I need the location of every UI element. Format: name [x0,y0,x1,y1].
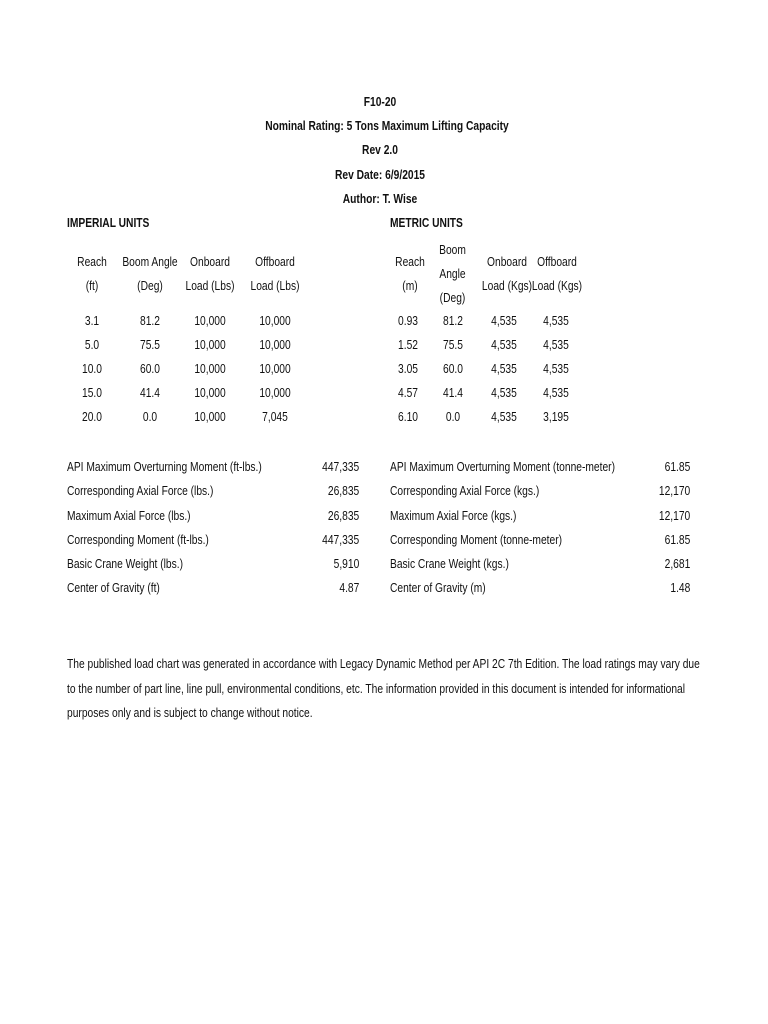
table-cell: 20.0 [82,410,102,424]
property-value: 1.48 [670,581,690,595]
table-cell: 4,535 [491,338,517,352]
table-cell: 15.0 [82,386,102,400]
imperial-header-reach: Reach (ft) [77,255,107,293]
property-value: 4.87 [339,581,359,595]
property-label: Maximum Axial Force (kgs.) [390,509,517,523]
table-cell: 4,535 [491,314,517,328]
property-value: 61.85 [664,533,690,547]
table-cell: 4.57 [398,386,418,400]
table-cell: 4,535 [543,314,569,328]
table-cell: 41.4 [140,386,160,400]
table-cell: 0.93 [398,314,418,328]
property-label: Corresponding Moment (ft-lbs.) [67,533,209,547]
revision-date-line: Rev Date: 6/9/2015 [334,168,426,182]
property-value: 12,170 [658,484,690,498]
table-cell: 10,000 [259,362,291,376]
property-value: 5,910 [333,557,359,571]
imperial-units-heading: IMPERIAL UNITS [67,216,150,230]
table-cell: 4,535 [543,362,569,376]
metric-header-offboard-load: Offboard Load (Kgs) [531,255,583,293]
table-cell: 10,000 [194,314,226,328]
metric-header-reach: Reach (m) [395,255,425,293]
table-cell: 4,535 [491,386,517,400]
imperial-header-boom-angle: Boom Angle (Deg) [122,255,178,293]
table-cell: 3.05 [398,362,418,376]
property-label: Center of Gravity (m) [390,581,486,595]
table-cell: 4,535 [543,386,569,400]
table-cell: 1.52 [398,338,418,352]
author-line: Author: T. Wise [342,192,418,206]
property-label: Corresponding Axial Force (kgs.) [390,484,540,498]
table-cell: 10,000 [194,338,226,352]
property-value: 61.85 [664,460,690,474]
property-label: Corresponding Axial Force (lbs.) [67,484,214,498]
table-cell: 10,000 [259,338,291,352]
table-cell: 41.4 [443,386,463,400]
metric-header-boom-angle: Boom Angle (Deg) [439,243,466,305]
imperial-header-onboard-load: Onboard Load (Lbs) [185,255,235,293]
property-value: 26,835 [327,484,359,498]
table-cell: 10,000 [259,314,291,328]
table-cell: 4,535 [491,362,517,376]
table-cell: 0.0 [142,410,158,424]
property-label: Maximum Axial Force (lbs.) [67,509,191,523]
table-cell: 75.5 [443,338,463,352]
table-cell: 75.5 [140,338,160,352]
table-cell: 7,045 [262,410,288,424]
table-cell: 10.0 [82,362,102,376]
property-label: API Maximum Overturning Moment (ft-lbs.) [67,460,262,474]
disclaimer-note: The published load chart was generated in accordance with Legacy Dynamic Method per API 2C 7th Edition. The load ratings may vary due to the number of part line, line pull, environmental conditions, etc. The information provided in this document is intended for informational purposes only and is subject to change without notice. [67,657,700,720]
property-value: 447,335 [321,533,359,547]
table-cell: 10,000 [194,386,226,400]
property-label: Basic Crane Weight (kgs.) [390,557,509,571]
table-cell: 10,000 [194,410,226,424]
property-value: 447,335 [321,460,359,474]
table-cell: 81.2 [443,314,463,328]
metric-units-heading: METRIC UNITS [390,216,463,230]
table-cell: 10,000 [259,386,291,400]
table-cell: 10,000 [194,362,226,376]
property-label: API Maximum Overturning Moment (tonne-meter) [390,460,616,474]
rating-line: Nominal Rating: 5 Tons Maximum Lifting Capacity [265,119,509,133]
table-cell: 0.0 [445,410,461,424]
property-label: Corresponding Moment (tonne-meter) [390,533,563,547]
property-value: 26,835 [327,509,359,523]
property-label: Center of Gravity (ft) [67,581,160,595]
property-value: 2,681 [664,557,690,571]
property-value: 12,170 [658,509,690,523]
property-label: Basic Crane Weight (lbs.) [67,557,184,571]
revision-line: Rev 2.0 [362,143,398,157]
imperial-header-offboard-load: Offboard Load (Lbs) [250,255,300,293]
table-cell: 6.10 [398,410,418,424]
table-cell: 4,535 [491,410,517,424]
metric-header-onboard-load: Onboard Load (Kgs) [481,255,533,293]
table-cell: 3.1 [84,314,100,328]
model-title: F10-20 [363,95,397,109]
table-cell: 5.0 [84,338,100,352]
table-cell: 3,195 [543,410,569,424]
table-cell: 60.0 [443,362,463,376]
table-cell: 4,535 [543,338,569,352]
table-cell: 60.0 [140,362,160,376]
table-cell: 81.2 [140,314,160,328]
